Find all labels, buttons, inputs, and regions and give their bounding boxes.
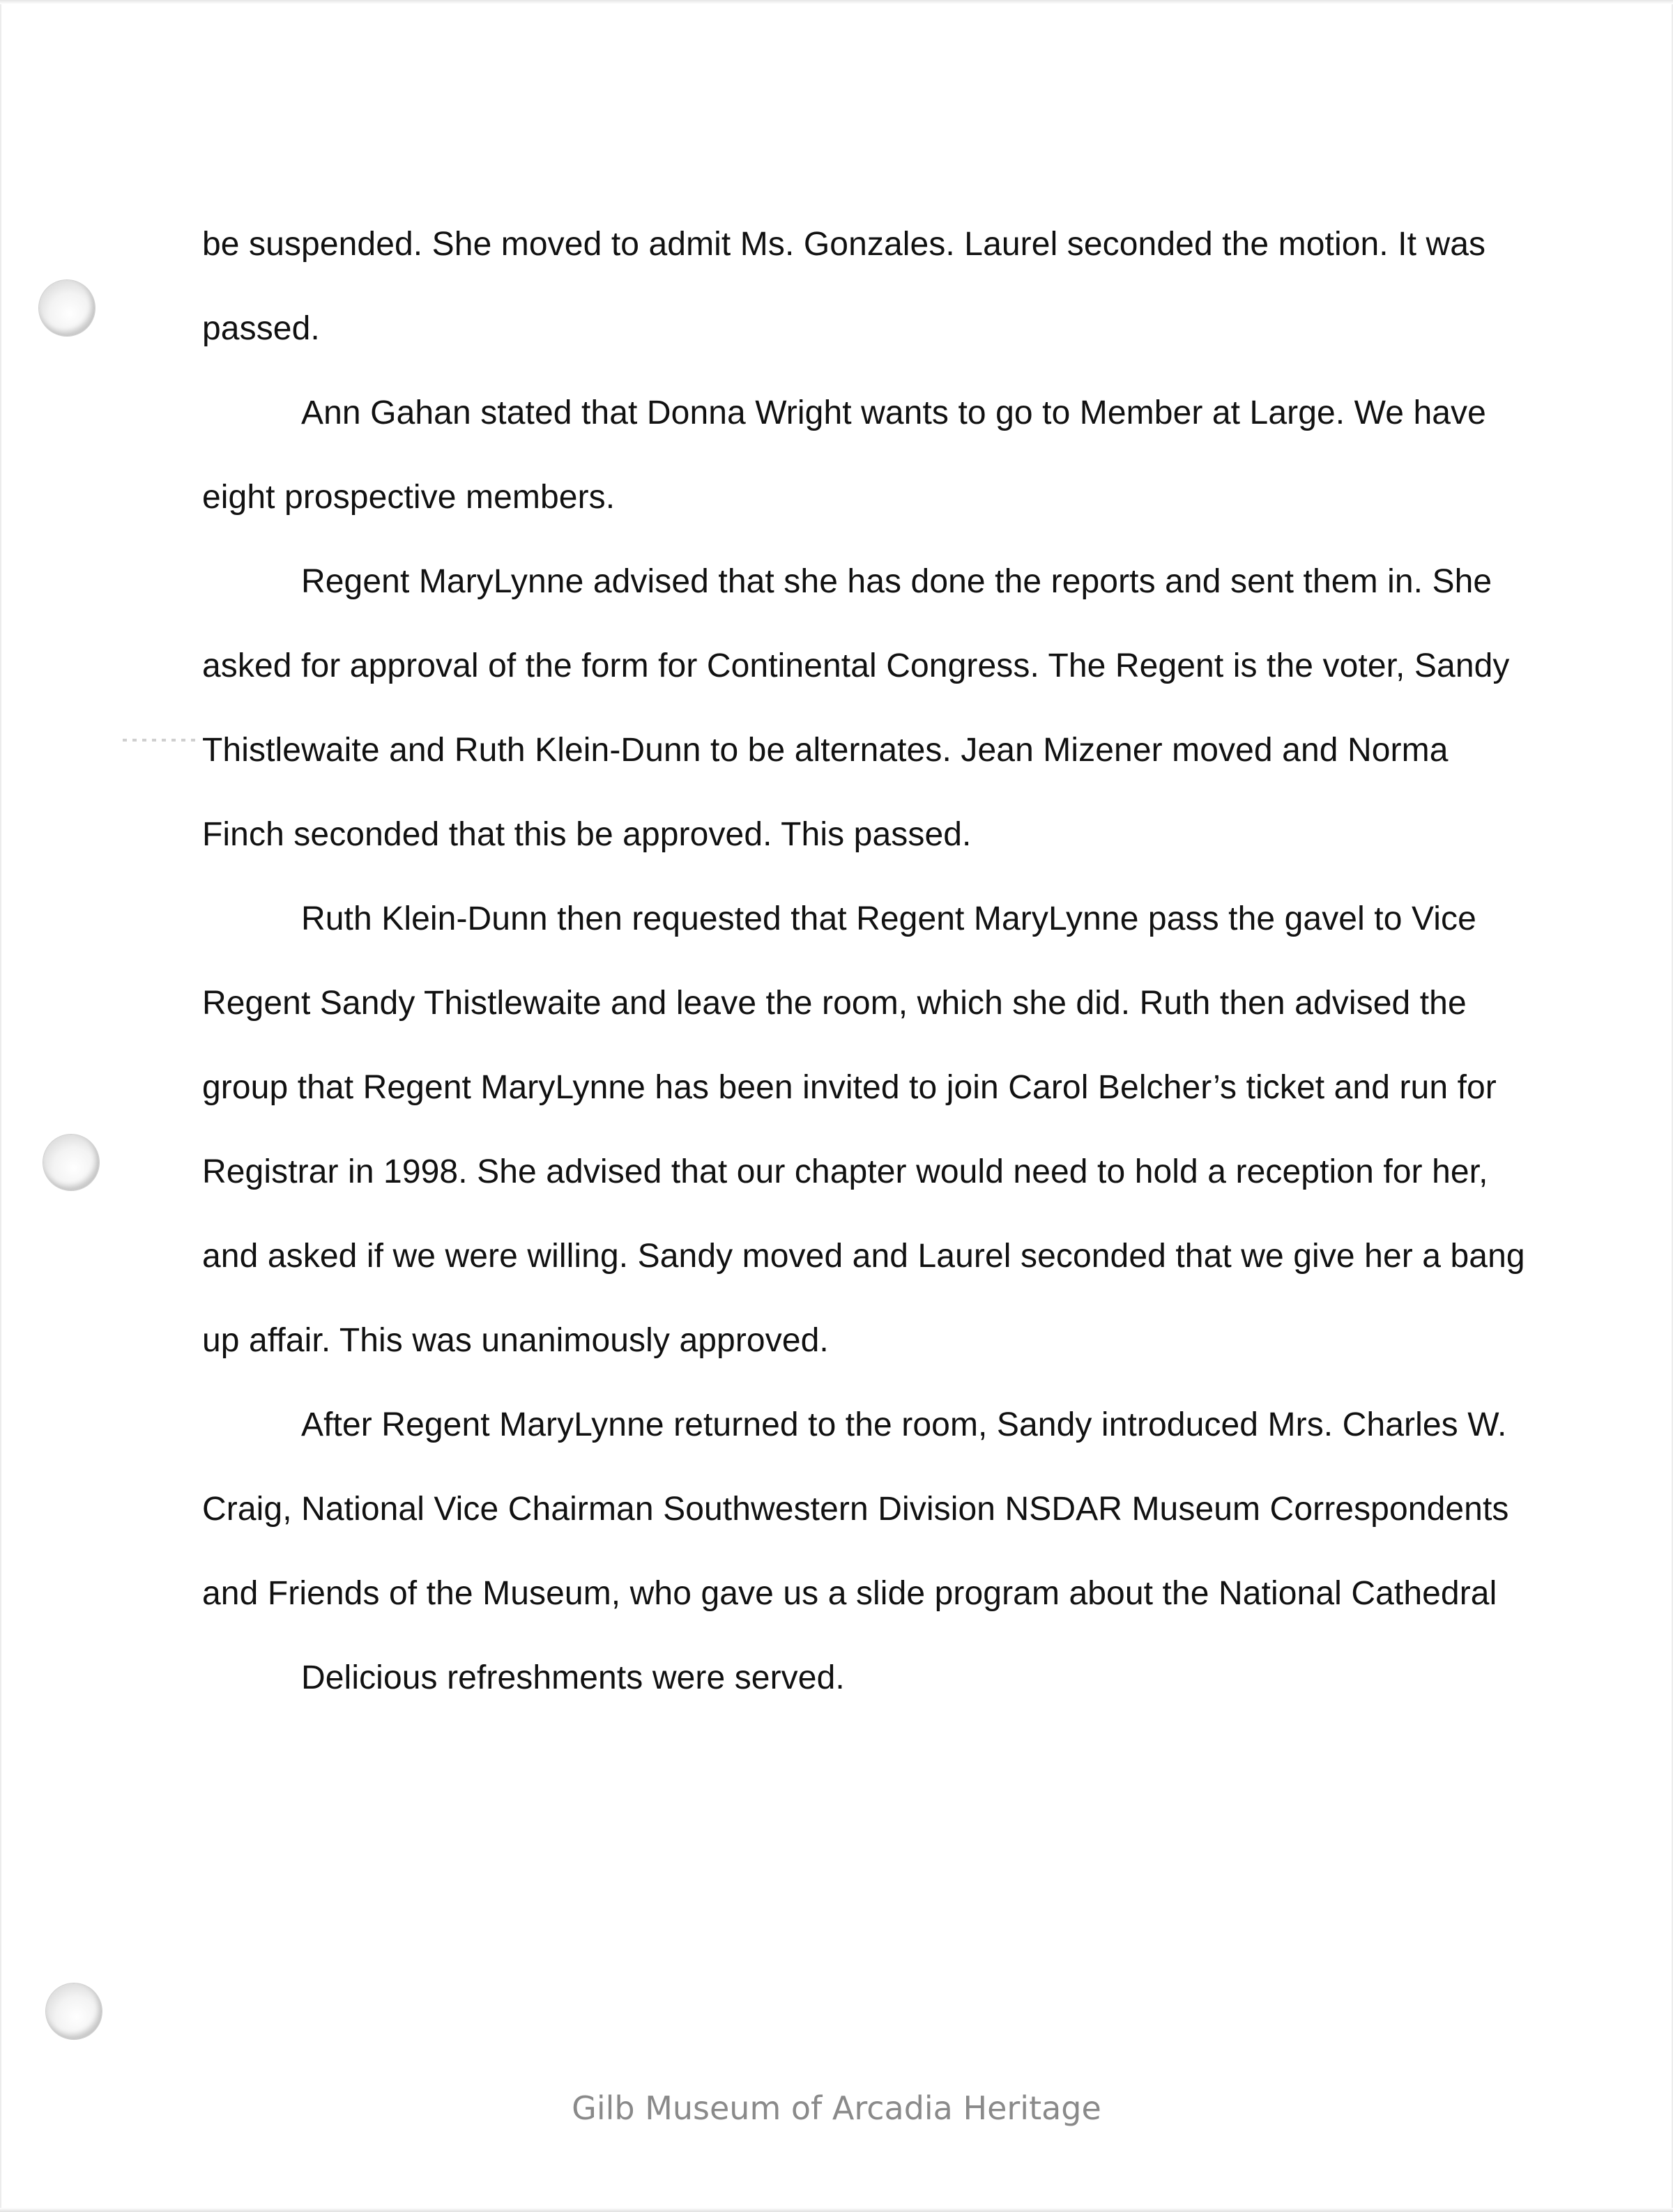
punch-hole-icon [43,1135,99,1190]
paragraph-1: be suspended. She moved to admit Ms. Gonzales. Laurel seconded the motion. It was passed. [202,226,1486,347]
punch-hole-icon [46,1983,102,2039]
footer-watermark: Gilb Museum of Arcadia Heritage [572,2089,1101,2127]
paragraph-5: After Regent MaryLynne returned to the room, Sandy introduced Mrs. Charles W. Craig, National Vice Chairman Southwestern Division NSDAR Museum Correspondents and Friends of the Museum, who gave us a slide program about the National Cathedral [202,1406,1509,1612]
punch-hole-icon [39,280,95,336]
paragraph-6: Delicious refreshments were served. [301,1659,845,1696]
scan-edge-bottom [0,2208,1673,2212]
paragraph-3: Regent MaryLynne advised that she has done the reports and sent them in. She asked for approval of the form for Continental Congress. The Regent is the voter, Sandy Thistlewaite and Ruth Klein-Dunn to be alternates. Jean Mizener moved and Norma Finch seconded that this be approved. This passed. [202,563,1510,853]
document-body [202,202,1527,1720]
paragraph-2: Ann Gahan stated that Donna Wright wants to go to Member at Large. We have eight prospective members. [202,394,1486,516]
scan-edge-top [0,0,1673,4]
paragraph-4: Ruth Klein-Dunn then requested that Regent MaryLynne pass the gavel to Vice Regent Sandy Thistlewaite and leave the room, which she did. Ruth then advised the group that Regent MaryLynne has been invited to join Carol Belcher’s ticket and run for Registrar in 1998. She advised that our chapter would need to hold a reception for her, and asked if we were willing. Sandy moved and Laurel seconded that we give her a bang up affair. This was unanimously approved. [202,900,1525,1359]
scan-smudge [123,739,199,742]
